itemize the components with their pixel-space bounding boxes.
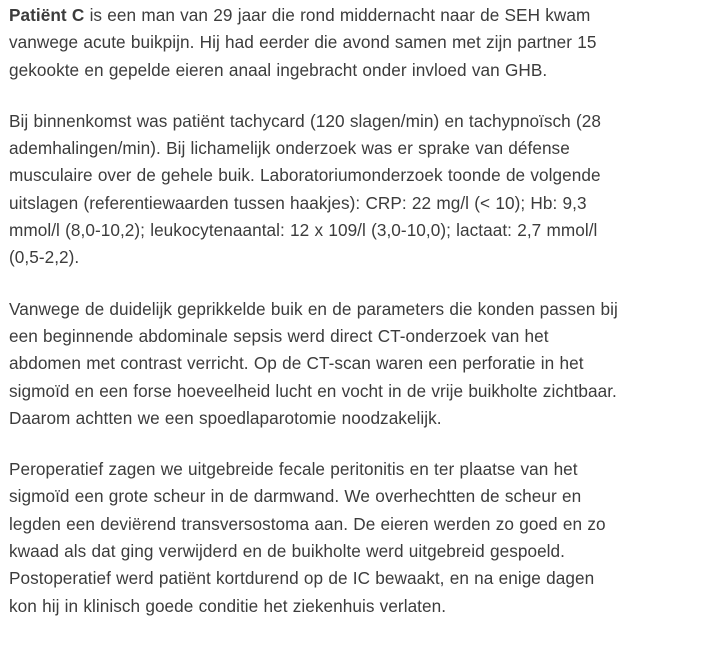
text-line: vanwege acute buikpijn. Hij had eerder die avond samen met zijn partner 15: [9, 32, 597, 53]
text-line: kon hij in klinisch goede conditie het ziekenhuis verlaten.: [9, 595, 447, 616]
text-line: uitslagen (referentiewaarden tussen haakjes): CRP: 22 mg/l (< 10); Hb: 9,3: [9, 192, 587, 213]
text-line: kwaad als dat ging verwijderd en de buikholte werd uitgebreid gespoeld.: [9, 541, 565, 562]
text-line: Peroperatief zagen we uitgebreide fecale peritonitis en ter plaatse van het: [9, 459, 578, 480]
text-line: een beginnende abdominale sepsis werd direct CT-onderzoek van het: [9, 325, 549, 346]
text-line: [9, 2, 708, 29]
text-line: sigmoïd en een forse hoeveelheid lucht en vocht in de vrije buikholte zichtbaar.: [9, 380, 617, 401]
text-line: mmol/l (8,0-10,2); leukocytenaantal: 12 x 109/l (3,0-10,0); lactaat: 2,7 mmol/l: [9, 220, 598, 241]
text-line: Vanwege de duidelijk geprikkelde buik en de parameters die konden passen bij: [9, 298, 618, 319]
paragraph-ct-findings: [9, 296, 708, 432]
patient-label: Patiënt C: [9, 5, 85, 25]
line-text: is een man van 29 jaar die rond middernacht naar de SEH kwam: [84, 5, 591, 25]
paragraph-perioperative-course: [9, 456, 708, 620]
text-line: Postoperatief werd patiënt kortdurend op de IC bewaakt, en na enige dagen: [9, 568, 595, 589]
text-line: musculaire over de gehele buik. Laboratoriumonderzoek toonde de volgende: [9, 165, 601, 186]
text-line: sigmoïd een grote scheur in de darmwand. We overhechtten de scheur en: [9, 486, 582, 507]
text-line: ademhalingen/min). Bij lichamelijk onderzoek was er sprake van défense: [9, 138, 570, 159]
paragraph-admission-findings: [9, 108, 708, 272]
text-line: Bij binnenkomst was patiënt tachycard (120 slagen/min) en tachypnoïsch (28: [9, 110, 601, 131]
text-line: gekookte en gepelde eieren anaal ingebracht onder invloed van GHB.: [9, 59, 548, 80]
text-line: legden een deviërend transversostoma aan. De eieren werden zo goed en zo: [9, 513, 606, 534]
text-line: (0,5-2,2).: [9, 247, 80, 268]
paragraph-patient-intro: [9, 2, 708, 84]
text-line: Daarom achtten we een spoedlaparotomie noodzakelijk.: [9, 407, 442, 428]
text-line: abdomen met contrast verricht. Op de CT-scan waren een perforatie in het: [9, 353, 584, 374]
